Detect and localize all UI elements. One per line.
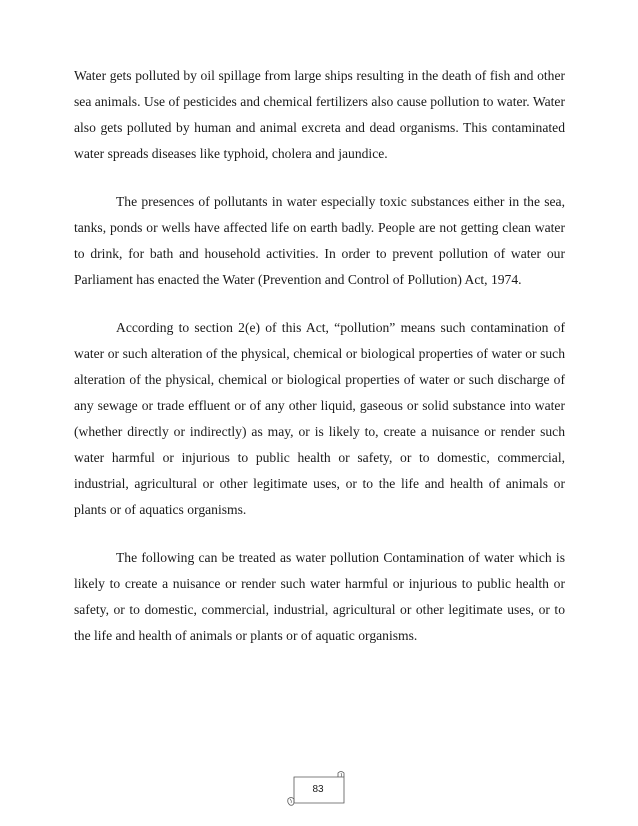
paragraph-oil-spillage: Water gets polluted by oil spillage from large ships resulting in the death of fish and other sea animals. Use of pesticides and chemical fertilizers also cause pollution to water. Water also gets polluted by human and animal excreta and dead organisms. This contaminated water spreads diseases like typhoid, cholera and jaundice. xyxy=(74,68,565,161)
paragraph-pollutants-presence: The presences of pollutants in water especially toxic substances either in the sea, tanks, ponds or wells have affected life on earth badly. People are not getting clean water to drink, for bath and household activities. In order to prevent pollution of water our Parliament has enacted the Water (Prevention and Control of Pollution) Act, 1974. xyxy=(74,194,565,287)
page-number: 83 xyxy=(312,784,324,795)
page-number-scroll xyxy=(286,769,350,807)
paragraph-pollution-definition: According to section 2(e) of this Act, “pollution” means such contamination of water or such alteration of the physical, chemical or biological properties of water or such alteration of the physical, chemical or biological properties of water or such discharge of any sewage or trade effluent or of any other liquid, gaseous or solid substance into water (whether directly or indirectly) as may, or is likely to, create a nuisance or render such water harmful or injurious to public health or safety, or to domestic, commercial, industrial, agricultural or other legitimate uses, or to the life and health of animals or plants or of aquatics organisms. xyxy=(74,320,565,517)
document-body xyxy=(74,63,565,671)
paragraph-water-pollution-treatment: The following can be treated as water pollution Contamination of water which is likely to create a nuisance or render such water harmful or injurious to public health or safety, or to domestic, commercial, industrial, agricultural or other legitimate uses, or to the life and health of animals or plants or of aquatic organisms. xyxy=(74,550,565,643)
